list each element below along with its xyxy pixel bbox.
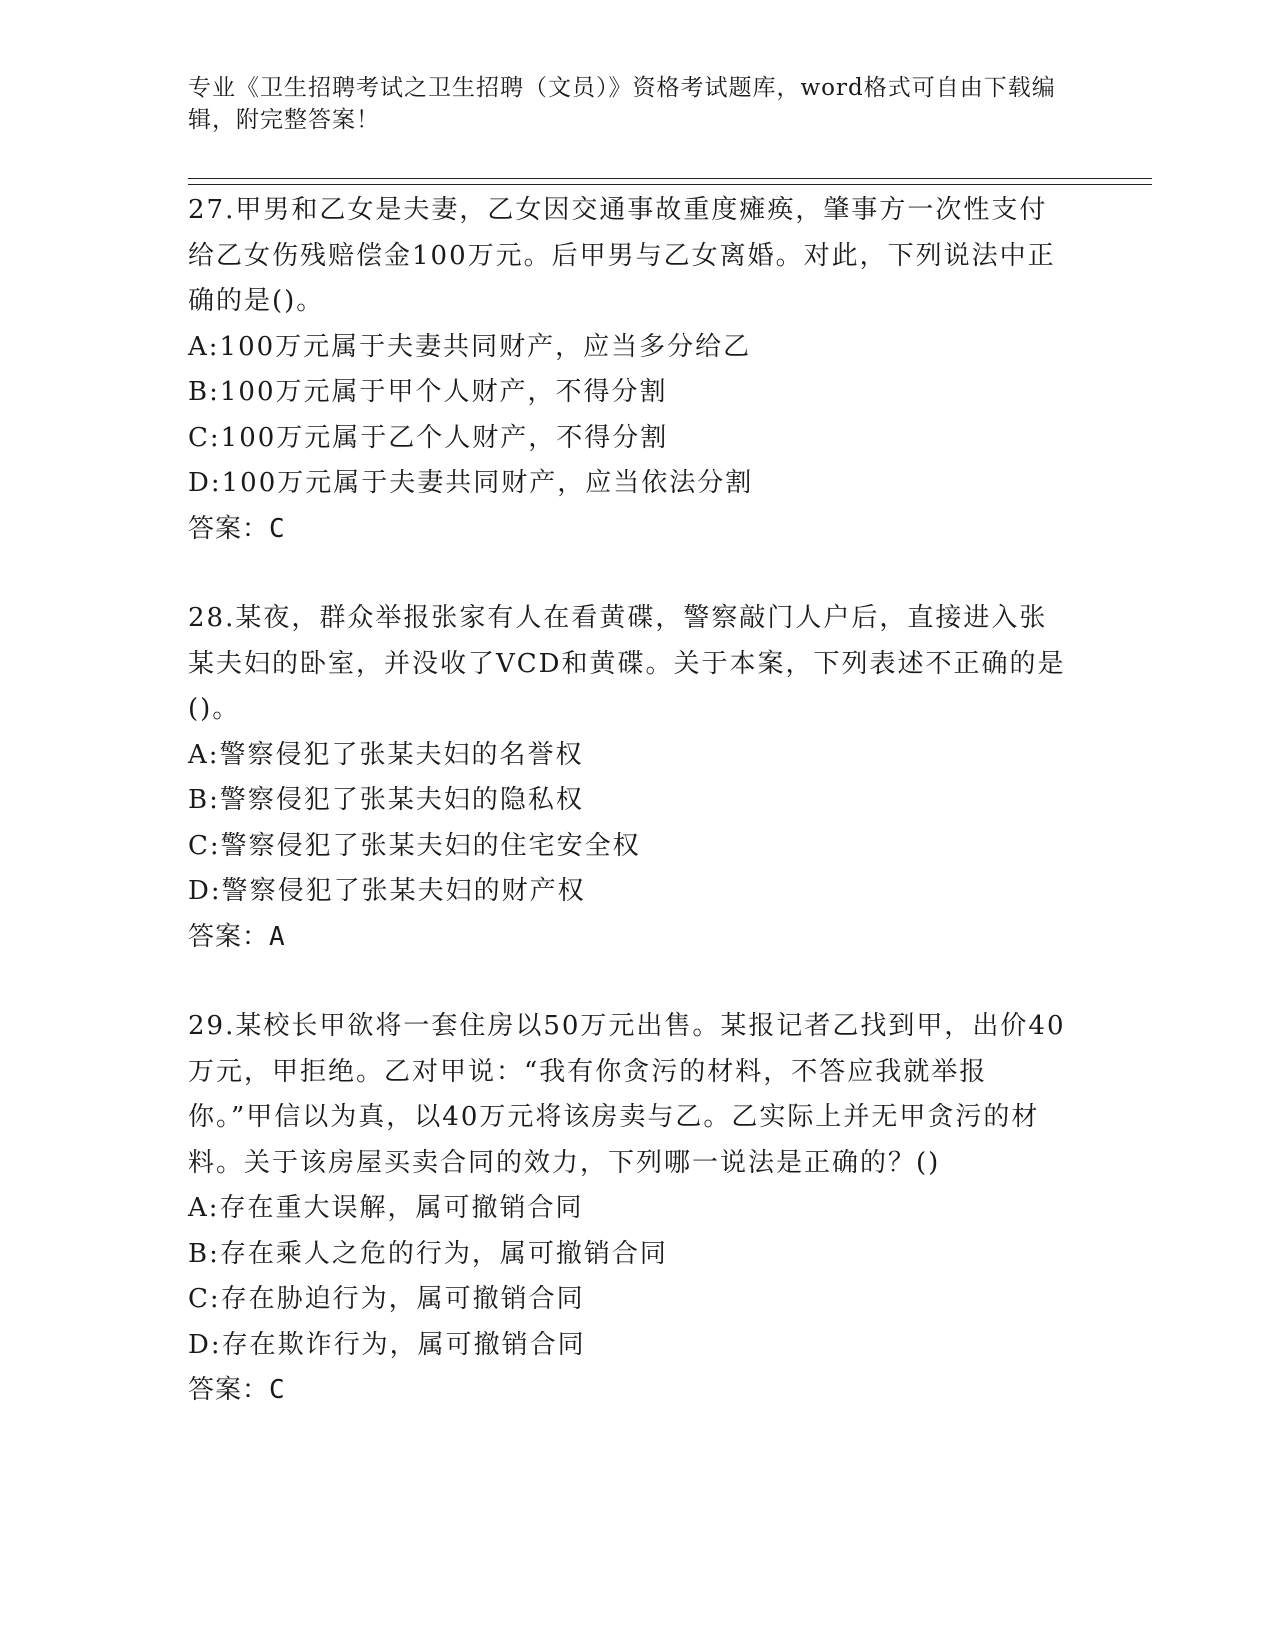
- answer-line: 答案：A: [188, 921, 286, 952]
- question-27: [188, 188, 1068, 552]
- answer-line: 答案：C: [188, 1375, 286, 1405]
- question-28: [188, 596, 1068, 960]
- option-d: D:警察侵犯了张某夫妇的财产权: [188, 876, 586, 906]
- option-d: D:100万元属于夫妻共同财产，应当依法分割: [188, 468, 754, 498]
- question-29: [188, 1004, 1068, 1414]
- option-b: B:存在乘人之危的行为，属可撤销合同: [188, 1238, 668, 1269]
- option-d: D:存在欺诈行为，属可撤销合同: [188, 1329, 586, 1360]
- question-stem: 29.某校长甲欲将一套住房以50万元出售。某报记者乙找到甲，出价40万元，甲拒绝。乙对甲说：“我有你贪污的材料，不答应我就举报你。”甲信以为真，以40万元将该房卖与乙。乙实际上并无甲贪污的材料。关于该房屋买卖合同的效力，下列哪一说法是正确的？(): [188, 1011, 1066, 1178]
- option-b: B:100万元属于甲个人财产，不得分割: [188, 377, 668, 407]
- header-divider-bottom: [188, 184, 1152, 185]
- option-c: C:存在胁迫行为，属可撤销合同: [188, 1284, 585, 1314]
- document-header: 专业《卫生招聘考试之卫生招聘（文员）》资格考试题库，word格式可自由下载编辑，附完整答案！: [188, 75, 1056, 133]
- option-c: C:100万元属于乙个人财产，不得分割: [188, 422, 669, 453]
- option-a: A:100万元属于夫妻共同财产，应当多分给乙: [188, 331, 752, 362]
- answer-line: 答案：C: [188, 513, 286, 544]
- question-stem: 28.某夜，群众举报张家有人在看黄碟，警察敲门人户后，直接进入张某夫妇的卧室，并没收了VCD和黄碟。关于本案，下列表述不正确的是()。: [188, 603, 1066, 724]
- option-b: B:警察侵犯了张某夫妇的隐私权: [188, 785, 584, 815]
- header-divider-top: [188, 178, 1152, 179]
- option-a: A:警察侵犯了张某夫妇的名誉权: [188, 739, 584, 770]
- option-c: C:警察侵犯了张某夫妇的住宅安全权: [188, 830, 641, 861]
- option-a: A:存在重大误解，属可撤销合同: [188, 1193, 584, 1223]
- question-stem: 27.甲男和乙女是夫妻，乙女因交通事故重度瘫痪，肇事方一次性支付给乙女伤残赔偿金100万元。后甲男与乙女离婚。对此，下列说法中正确的是()。: [188, 195, 1056, 316]
